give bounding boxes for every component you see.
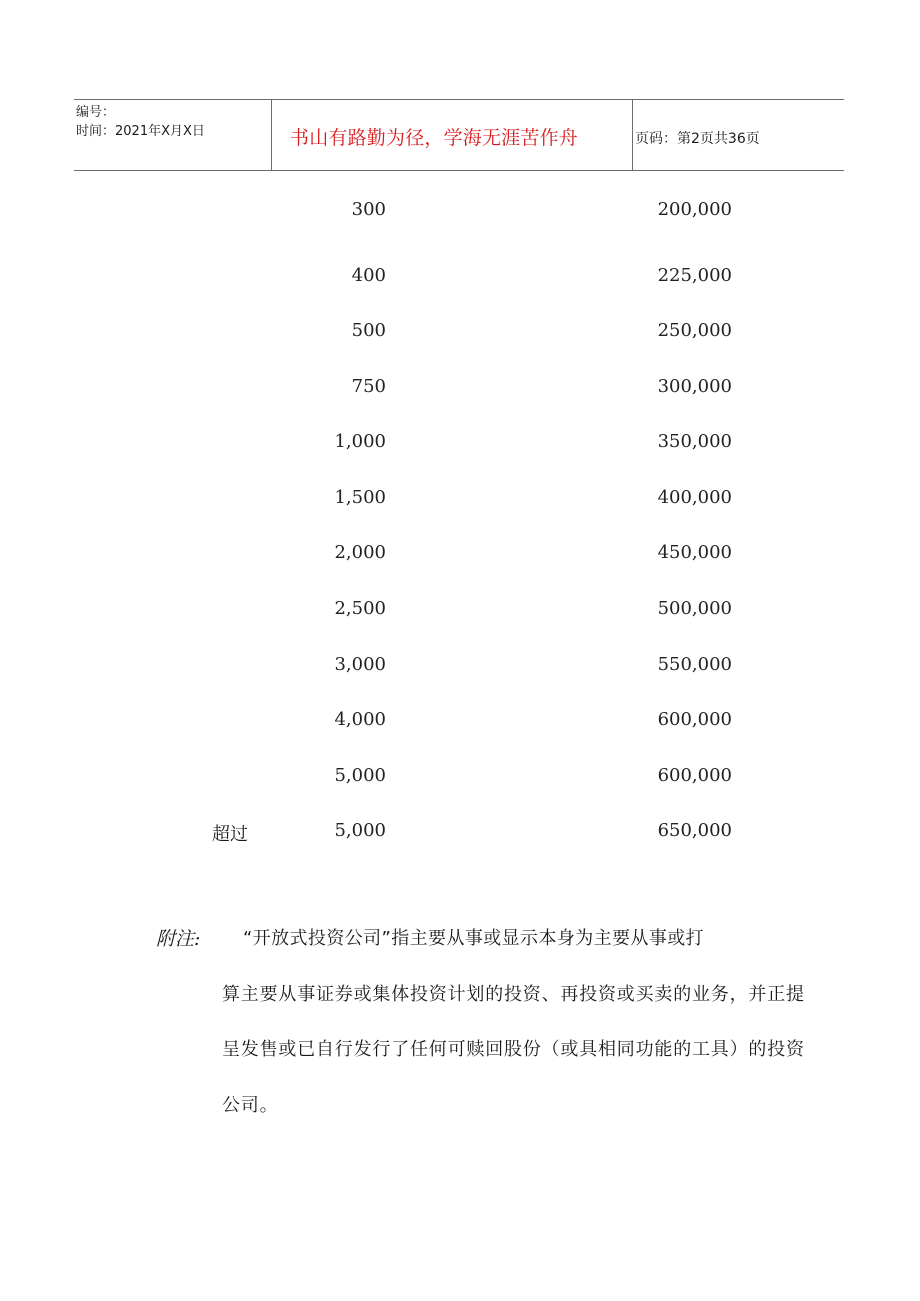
table-cell-prefix: 超过 — [212, 824, 248, 845]
table-cell-a: 4,000 — [334, 709, 386, 730]
document-number-label: 编号： — [76, 105, 116, 120]
note-line: 呈发售或已自行发行了任何可赎回股份（或具相同功能的工具）的投资 — [222, 1039, 805, 1060]
table-cell-a: 2,500 — [334, 598, 386, 619]
table-cell-a: 1,500 — [334, 487, 386, 508]
table-cell-b: 450,000 — [657, 542, 732, 563]
header-motto-cell — [272, 100, 633, 170]
page-info: 页码：第2页共36页 — [635, 131, 760, 147]
table-cell-b: 350,000 — [657, 431, 732, 452]
table-cell-a: 5,000 — [334, 820, 386, 841]
note-line: “开放式投资公司”指主要从事或显示本身为主要从事或打 — [243, 928, 705, 949]
document-date: 时间：2021年X月X日 — [76, 124, 205, 139]
header-motto: 书山有路勤为径，学海无涯苦作舟 — [290, 127, 579, 149]
table-cell-a: 400 — [351, 265, 386, 286]
table-cell-b: 200,000 — [657, 199, 732, 220]
table-cell-b: 250,000 — [657, 320, 732, 341]
table-cell-b: 300,000 — [657, 376, 732, 397]
page-header — [74, 99, 844, 171]
table-cell-a: 500 — [351, 320, 386, 341]
note-label: 附注: — [156, 928, 201, 950]
table-cell-a: 750 — [351, 376, 386, 397]
table-cell-a: 5,000 — [334, 765, 386, 786]
note-line: 算主要从事证券或集体投资计划的投资、再投资或买卖的业务，并正提 — [222, 984, 805, 1005]
table-cell-b: 400,000 — [657, 487, 732, 508]
table-cell-b: 225,000 — [657, 265, 732, 286]
table-cell-b: 550,000 — [657, 654, 732, 675]
table-cell-b: 650,000 — [657, 820, 732, 841]
table-cell-a: 1,000 — [334, 431, 386, 452]
table-cell-a: 3,000 — [334, 654, 386, 675]
table-cell-a: 2,000 — [334, 542, 386, 563]
header-meta — [74, 100, 272, 170]
table-cell-a: 300 — [351, 199, 386, 220]
table-cell-b: 500,000 — [657, 598, 732, 619]
table-cell-b: 600,000 — [657, 709, 732, 730]
note-line: 公司。 — [222, 1095, 279, 1116]
table-cell-b: 600,000 — [657, 765, 732, 786]
